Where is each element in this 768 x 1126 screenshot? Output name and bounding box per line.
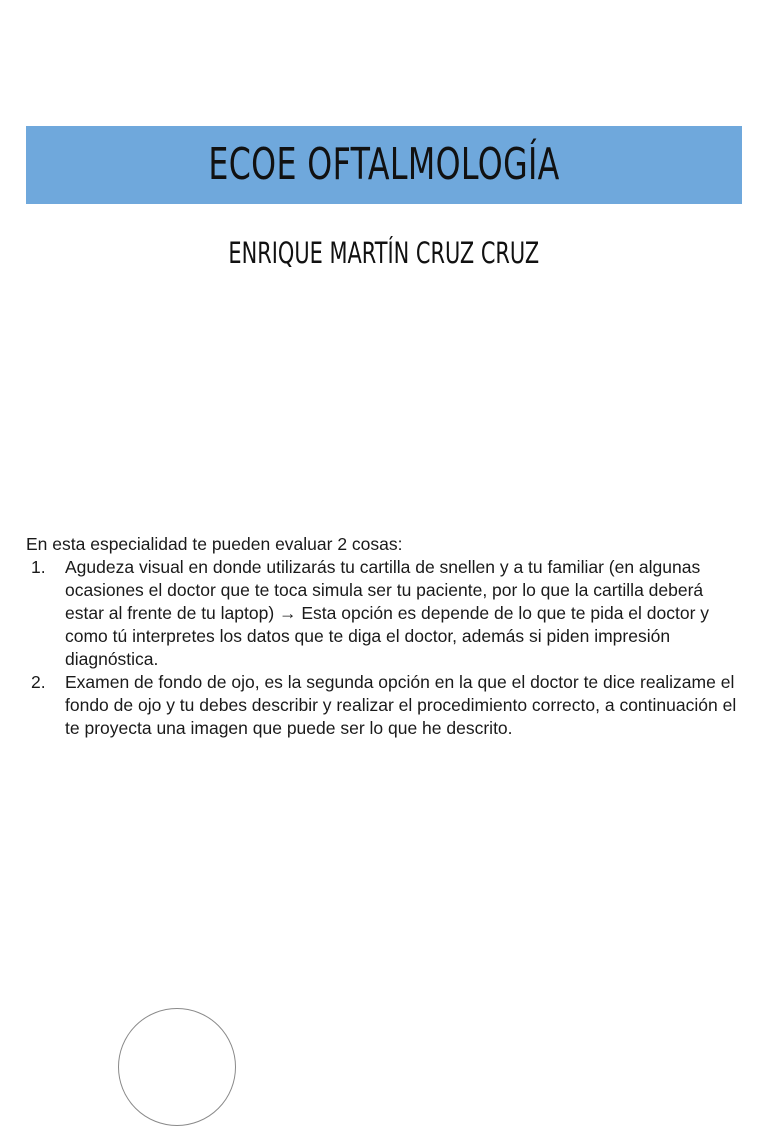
list-item-number: 2. bbox=[31, 672, 46, 692]
list-item bbox=[26, 556, 742, 671]
list-item-text: Examen de fondo de ojo, es la segunda opción en la que el doctor te dice realizame el fondo de ojo y tu debes describir y realizar el procedimiento correcto, a continuación el te proyecta una imagen que puede ser lo que he descrito. bbox=[65, 672, 737, 738]
list-item-text: Agudeza visual en donde utilizarás tu cartilla de snellen y a tu familiar (en algunas ocasiones el doctor que te toca simula ser tu paciente, por lo que la cartilla deberá estar al frente de tu laptop) → Esta opción es depende de lo que te pida el doctor y como tú interpretes los datos que te diga el doctor, además si piden impresión diagnóstica. bbox=[65, 557, 710, 669]
intro-paragraph: En esta especialidad te pueden evaluar 2 cosas: bbox=[26, 534, 403, 554]
numbered-list bbox=[26, 556, 742, 740]
author-name: ENRIQUE MARTÍN CRUZ CRUZ bbox=[228, 236, 540, 270]
list-item bbox=[26, 671, 742, 740]
page-title: ECOE OFTALMOLOGÍA bbox=[208, 139, 560, 190]
title-banner bbox=[26, 126, 742, 204]
circle-decoration bbox=[118, 1008, 236, 1126]
body-content bbox=[26, 533, 742, 740]
list-item-number: 1. bbox=[31, 557, 46, 577]
subtitle-container bbox=[0, 236, 768, 271]
